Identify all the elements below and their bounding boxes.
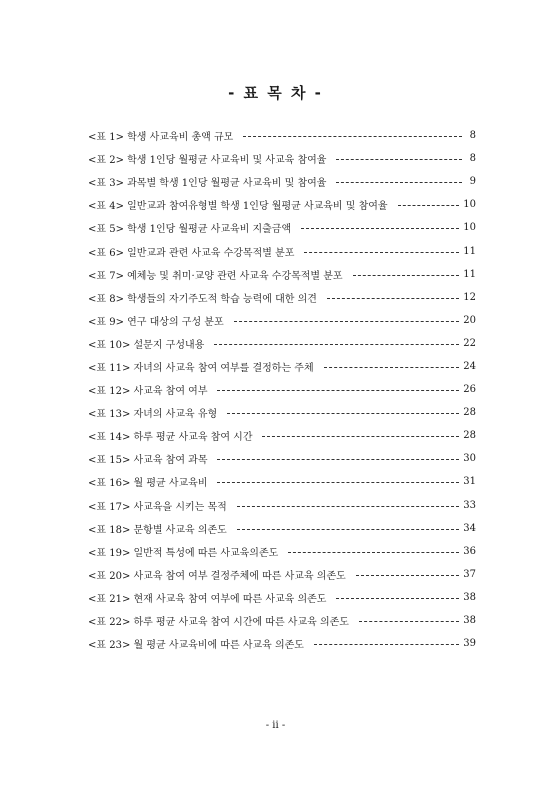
toc-entry-label: <표 15> 사교육 참여 과목 bbox=[88, 455, 208, 467]
toc-entry-page-number: 28 bbox=[463, 430, 476, 442]
toc-entry[interactable] bbox=[88, 332, 476, 355]
toc-entry[interactable] bbox=[88, 147, 476, 170]
dotted-leader bbox=[398, 205, 460, 206]
toc-entry-page-number: 34 bbox=[463, 522, 476, 534]
toc-entry-label: <표 14> 하루 평균 사교육 참여 시간 bbox=[88, 432, 253, 444]
toc-entry[interactable] bbox=[88, 470, 476, 493]
toc-entry-page-number: 11 bbox=[463, 268, 476, 280]
dotted-leader bbox=[217, 482, 459, 483]
toc-entry-page-number: 24 bbox=[463, 360, 476, 372]
toc-entry[interactable] bbox=[88, 609, 476, 632]
toc-entry-page-number: 10 bbox=[463, 199, 476, 211]
toc-entry[interactable] bbox=[88, 632, 476, 655]
dotted-leader bbox=[227, 413, 459, 414]
toc-entry-label: <표 1> 학생 사교육비 총액 규모 bbox=[88, 132, 234, 144]
dotted-leader bbox=[336, 159, 462, 160]
toc-entry[interactable] bbox=[88, 170, 476, 193]
toc-entry-label: <표 6> 일반교과 관련 사교육 수강목적별 분포 bbox=[88, 247, 295, 259]
dotted-leader bbox=[314, 644, 459, 645]
toc-entry-page-number: 36 bbox=[463, 545, 476, 557]
dotted-leader bbox=[217, 459, 459, 460]
toc-entry[interactable] bbox=[88, 124, 476, 147]
dotted-leader bbox=[324, 367, 460, 368]
toc-entry-page-number: 20 bbox=[463, 314, 476, 326]
toc-entry-page-number: 11 bbox=[463, 245, 476, 257]
dotted-leader bbox=[214, 344, 459, 345]
toc-entry[interactable] bbox=[88, 540, 476, 563]
toc-entry-page-number: 30 bbox=[463, 453, 476, 465]
toc-entry-page-number: 10 bbox=[463, 222, 476, 234]
toc-entry[interactable] bbox=[88, 286, 476, 309]
toc-entry[interactable] bbox=[88, 263, 476, 286]
toc-entry-page-number: 38 bbox=[463, 615, 476, 627]
dotted-leader bbox=[217, 390, 459, 391]
dotted-leader bbox=[288, 552, 459, 553]
toc-entry[interactable] bbox=[88, 193, 476, 216]
dotted-leader bbox=[237, 506, 459, 507]
dotted-leader bbox=[359, 621, 459, 622]
toc-entry-label: <표 13> 자녀의 사교육 유형 bbox=[88, 409, 218, 421]
toc-entry-page-number: 8 bbox=[469, 153, 476, 165]
dotted-leader bbox=[243, 136, 462, 137]
toc-entry-label: <표 9> 연구 대상의 구성 분포 bbox=[88, 316, 224, 328]
table-of-contents bbox=[88, 124, 476, 655]
toc-entry[interactable] bbox=[88, 378, 476, 401]
dotted-leader bbox=[237, 529, 459, 530]
toc-entry-label: <표 10> 설문지 구성내용 bbox=[88, 339, 205, 351]
toc-entry[interactable] bbox=[88, 494, 476, 517]
toc-entry-label: <표 20> 사교육 참여 여부 결정주체에 따른 사교육 의존도 bbox=[88, 570, 346, 582]
dotted-leader bbox=[336, 598, 459, 599]
page-number-footer: - ii - bbox=[265, 720, 286, 731]
toc-entry[interactable] bbox=[88, 447, 476, 470]
toc-entry-page-number: 31 bbox=[463, 476, 476, 488]
toc-entry[interactable] bbox=[88, 586, 476, 609]
toc-entry-page-number: 22 bbox=[463, 337, 476, 349]
toc-entry-page-number: 8 bbox=[469, 130, 476, 142]
toc-entry-label: <표 21> 현재 사교육 참여 여부에 따른 사교육 의존도 bbox=[88, 593, 327, 605]
toc-entry-label: <표 2> 학생 1인당 월평균 사교육비 및 사교육 참여율 bbox=[88, 155, 327, 167]
dotted-leader bbox=[356, 575, 459, 576]
dotted-leader bbox=[234, 321, 460, 322]
toc-entry-label: <표 22> 하루 평균 사교육 참여 시간에 따른 사교육 의존도 bbox=[88, 617, 349, 629]
toc-entry-page-number: 9 bbox=[469, 176, 476, 188]
toc-entry-label: <표 7> 예체능 및 취미·교양 관련 사교육 수강목적별 분포 bbox=[88, 270, 343, 282]
dotted-leader bbox=[353, 275, 460, 276]
toc-entry-page-number: 39 bbox=[463, 638, 476, 650]
toc-entry-label: <표 11> 자녀의 사교육 참여 여부를 결정하는 주체 bbox=[88, 362, 314, 374]
toc-entry-label: <표 4> 일반교과 참여유형별 학생 1인당 월평균 사교육비 및 참여율 bbox=[88, 201, 388, 213]
toc-entry-label: <표 18> 문항별 사교육 의존도 bbox=[88, 524, 227, 536]
dotted-leader bbox=[304, 252, 459, 253]
dotted-leader bbox=[301, 228, 459, 229]
toc-entry-page-number: 33 bbox=[463, 499, 476, 511]
toc-entry[interactable] bbox=[88, 239, 476, 262]
toc-entry[interactable] bbox=[88, 355, 476, 378]
toc-entry-label: <표 16> 월 평균 사교육비 bbox=[88, 478, 208, 490]
dotted-leader bbox=[336, 182, 462, 183]
toc-entry-page-number: 26 bbox=[463, 384, 476, 396]
toc-entry-label: <표 19> 일반적 특성에 따른 사교육의존도 bbox=[88, 547, 279, 559]
toc-entry-page-number: 38 bbox=[463, 591, 476, 603]
toc-entry[interactable] bbox=[88, 216, 476, 239]
toc-entry-label: <표 5> 학생 1인당 월평균 사교육비 지출금액 bbox=[88, 224, 292, 236]
toc-entry-label: <표 3> 과목별 학생 1인당 월평균 사교육비 및 참여율 bbox=[88, 178, 327, 190]
toc-entry[interactable] bbox=[88, 424, 476, 447]
dotted-leader bbox=[327, 298, 459, 299]
toc-entry-page-number: 37 bbox=[463, 568, 476, 580]
toc-entry[interactable] bbox=[88, 563, 476, 586]
toc-entry-label: <표 12> 사교육 참여 여부 bbox=[88, 386, 208, 398]
page-title: - 표 목 차 - bbox=[228, 84, 323, 102]
toc-entry-label: <표 8> 학생들의 자기주도적 학습 능력에 대한 의견 bbox=[88, 293, 317, 305]
toc-entry-page-number: 28 bbox=[463, 407, 476, 419]
dotted-leader bbox=[262, 436, 459, 437]
toc-entry[interactable] bbox=[88, 309, 476, 332]
toc-entry[interactable] bbox=[88, 517, 476, 540]
toc-entry-label: <표 17> 사교육을 시키는 목적 bbox=[88, 501, 227, 513]
toc-entry[interactable] bbox=[88, 401, 476, 424]
toc-entry-label: <표 23> 월 평균 사교육비에 따른 사교육 의존도 bbox=[88, 640, 304, 652]
toc-entry-page-number: 12 bbox=[463, 291, 476, 303]
